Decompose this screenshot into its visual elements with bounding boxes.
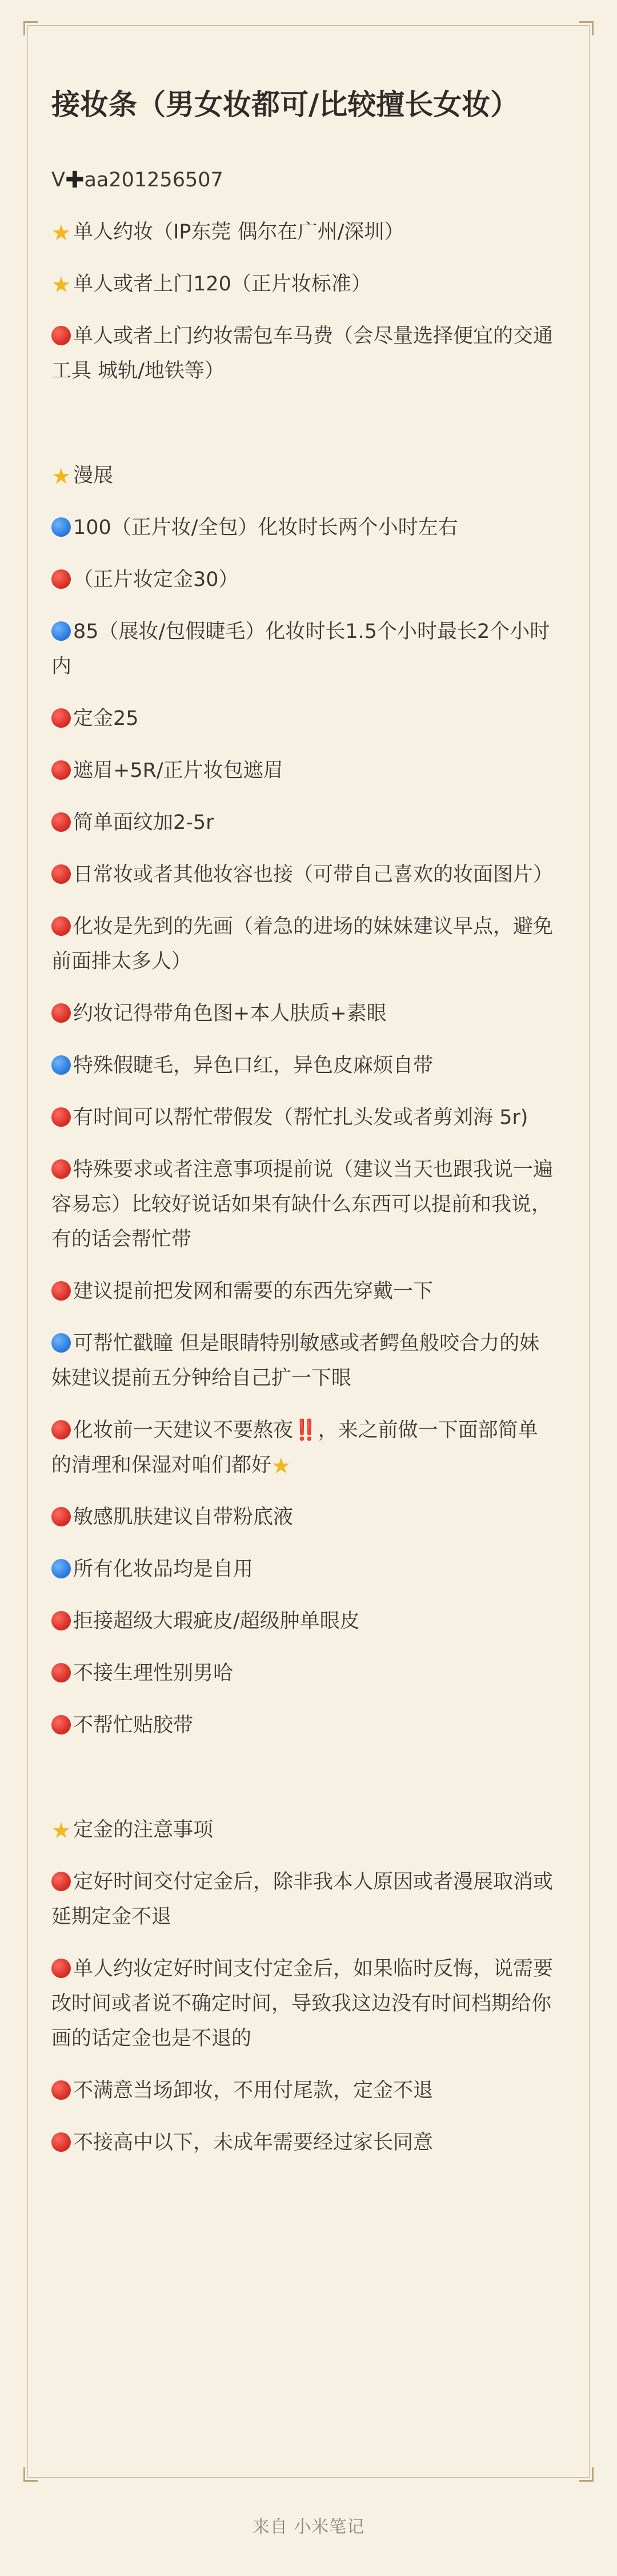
heavy-plus-icon: ✚: [65, 167, 85, 193]
red-circle-icon: [51, 1611, 71, 1630]
list-item: [51, 2126, 554, 2160]
red-circle-icon: [51, 864, 71, 884]
red-circle-icon: [51, 1715, 71, 1734]
list-item-text: 定金25: [73, 707, 139, 730]
list-item: [51, 1153, 554, 1257]
blue-circle-icon: [51, 1333, 71, 1353]
red-circle-icon: [51, 1959, 71, 1978]
list-item: [51, 1656, 554, 1691]
red-circle-icon: [51, 812, 71, 832]
list-item: [51, 996, 554, 1031]
list-item-text: 建议提前把发网和需要的东西先穿戴一下: [73, 1280, 434, 1303]
list-item-text: 化妆前一天建议不要熬夜: [73, 1419, 294, 1442]
red-circle-icon: [51, 1663, 71, 1682]
list-item: [51, 1100, 554, 1135]
section-header-deposit: [51, 1813, 554, 1848]
blue-circle-icon: [51, 517, 71, 537]
note-content: [51, 77, 554, 2178]
list-item-text: 单人或者上门约妆需包车马费（会尽量选择便宜的交通工具 城轨/地铁等）: [51, 325, 554, 382]
red-circle-icon: [51, 708, 71, 728]
list-item: [51, 1274, 554, 1309]
list-item: [51, 1413, 554, 1483]
list-item-text: 可帮忙戳瞳 但是眼睛特别敏感或者鳄鱼般咬合力的妹妹建议提前五分钟给自己扩一下眼: [51, 1332, 540, 1390]
star-icon: ★: [51, 1818, 71, 1843]
star-icon: ★: [271, 1453, 291, 1478]
list-item: [51, 1500, 554, 1535]
red-circle-icon: [51, 2132, 71, 2152]
list-item-text: 85（展妆/包假睫毛）化妆时长1.5个小时最长2个小时内: [51, 620, 550, 678]
list-item-text: 拒接超级大瑕疵皮/超级肿单眼皮: [73, 1610, 360, 1633]
list-item-text: 不满意当场卸妆，不用付尾款，定金不退: [73, 2079, 434, 2102]
list-item: [51, 910, 554, 979]
list-item-text: 敏感肌肤建议自带粉底液: [73, 1506, 294, 1529]
section-header-label: 定金的注意事项: [73, 1819, 214, 1841]
frame-corner-ornament: [23, 21, 38, 35]
list-item-text: 不接生理性别男哈: [73, 1662, 234, 1685]
list-item: [51, 806, 554, 840]
list-item: [51, 511, 554, 545]
list-item-text: 不接高中以下，未成年需要经过家长同意: [73, 2131, 434, 2154]
list-item: [51, 267, 554, 302]
list-item: [51, 1865, 554, 1935]
list-item: [51, 563, 554, 597]
list-item-text: 特殊假睫毛，异色口红，异色皮麻烦自带: [73, 1054, 434, 1077]
list-item: [51, 319, 554, 389]
list-item-text: 定好时间交付定金后，除非我本人原因或者漫展取消或延期定金不退: [51, 1871, 554, 1928]
list-item-text: 单人约妆定好时间支付定金后，如果临时反悔，说需要改时间或者说不确定时间，导致我这边没有时间档期给你画的话定金也是不退的: [51, 1957, 554, 2050]
contact-prefix: V: [51, 169, 65, 192]
red-circle-icon: [51, 1159, 71, 1179]
booking-info-section: [51, 215, 554, 389]
note-title: 接妆条（男女妆都可/比较擅长女妆）: [51, 88, 519, 121]
section-spacer: [51, 1760, 554, 1813]
list-item: [51, 858, 554, 892]
list-item-text: 特殊要求或者注意事项提前说（建议当天也跟我说一遍 容易忘）比较好说话如果有缺什么东西可以提前和我说，有的话会帮忙带: [51, 1158, 554, 1251]
blue-circle-icon: [51, 1559, 71, 1578]
convention-rules-section: [51, 511, 554, 1743]
blue-circle-icon: [51, 1055, 71, 1075]
list-item: [51, 753, 554, 788]
list-item: [51, 1952, 554, 2056]
star-icon: ★: [51, 272, 71, 297]
red-circle-icon: [51, 2080, 71, 2100]
frame-corner-ornament: [579, 2467, 594, 2482]
red-circle-icon: [51, 326, 71, 345]
red-circle-icon: [51, 1872, 71, 1891]
star-icon: ★: [51, 464, 71, 489]
list-item-text: 遮眉+5R/正片妆包遮眉: [73, 759, 283, 782]
red-circle-icon: [51, 1420, 71, 1439]
list-item: [51, 615, 554, 684]
list-item-text: 单人约妆（IP东莞 偶尔在广州/深圳）: [73, 221, 404, 244]
red-circle-icon: [51, 1507, 71, 1526]
contact-line: [51, 163, 554, 198]
list-item-text: ，来之前做一下面部简单的清理和保湿对咱们都好: [51, 1419, 538, 1477]
red-circle-icon: [51, 569, 71, 589]
red-circle-icon: [51, 916, 71, 936]
list-item-text: 化妆是先到的先画（着急的进场的妹妹建议早点，避免前面排太多人）: [51, 915, 554, 973]
list-item-text: 日常妆或者其他妆容也接（可带自己喜欢的妆面图片）: [73, 863, 554, 886]
footer-source: 来自 小米笔记: [252, 2517, 365, 2537]
red-circle-icon: [51, 760, 71, 780]
contact-id: aa201256507: [84, 169, 223, 192]
list-item: [51, 1326, 554, 1396]
blue-circle-icon: [51, 621, 71, 641]
list-item: [51, 1048, 554, 1083]
list-item: [51, 1604, 554, 1639]
list-item-text: 约妆记得带角色图+本人肤质+素眼: [73, 1002, 387, 1025]
list-item-text: 所有化妆品均是自用: [73, 1558, 254, 1581]
section-header-label: 漫展: [73, 464, 114, 487]
star-icon: ★: [51, 220, 71, 245]
list-item-text: 有时间可以帮忙带假发（帮忙扎头发或者剪刘海 5r): [73, 1106, 528, 1129]
list-item-text: 100（正片妆/全包）化妆时长两个小时左右: [73, 516, 458, 539]
section-spacer: [51, 406, 554, 458]
list-item: [51, 215, 554, 250]
list-item: [51, 1552, 554, 1587]
frame-corner-ornament: [579, 21, 594, 35]
list-item-text: 单人或者上门120（正片妆标准）: [73, 273, 371, 296]
list-item-text: 不帮忙贴胶带: [73, 1714, 194, 1737]
list-item: [51, 1708, 554, 1743]
deposit-rules-section: [51, 1865, 554, 2160]
section-header-convention: [51, 458, 554, 493]
frame-corner-ornament: [23, 2467, 38, 2482]
list-item-text: 简单面纹加2-5r: [73, 811, 214, 834]
list-item-text: （正片妆定金30）: [73, 568, 239, 591]
red-circle-icon: [51, 1107, 71, 1127]
red-circle-icon: [51, 1281, 71, 1301]
list-item: [51, 701, 554, 736]
red-circle-icon: [51, 1003, 71, 1023]
list-item: [51, 2073, 554, 2108]
double-exclamation-icon: ‼️: [293, 1419, 318, 1442]
